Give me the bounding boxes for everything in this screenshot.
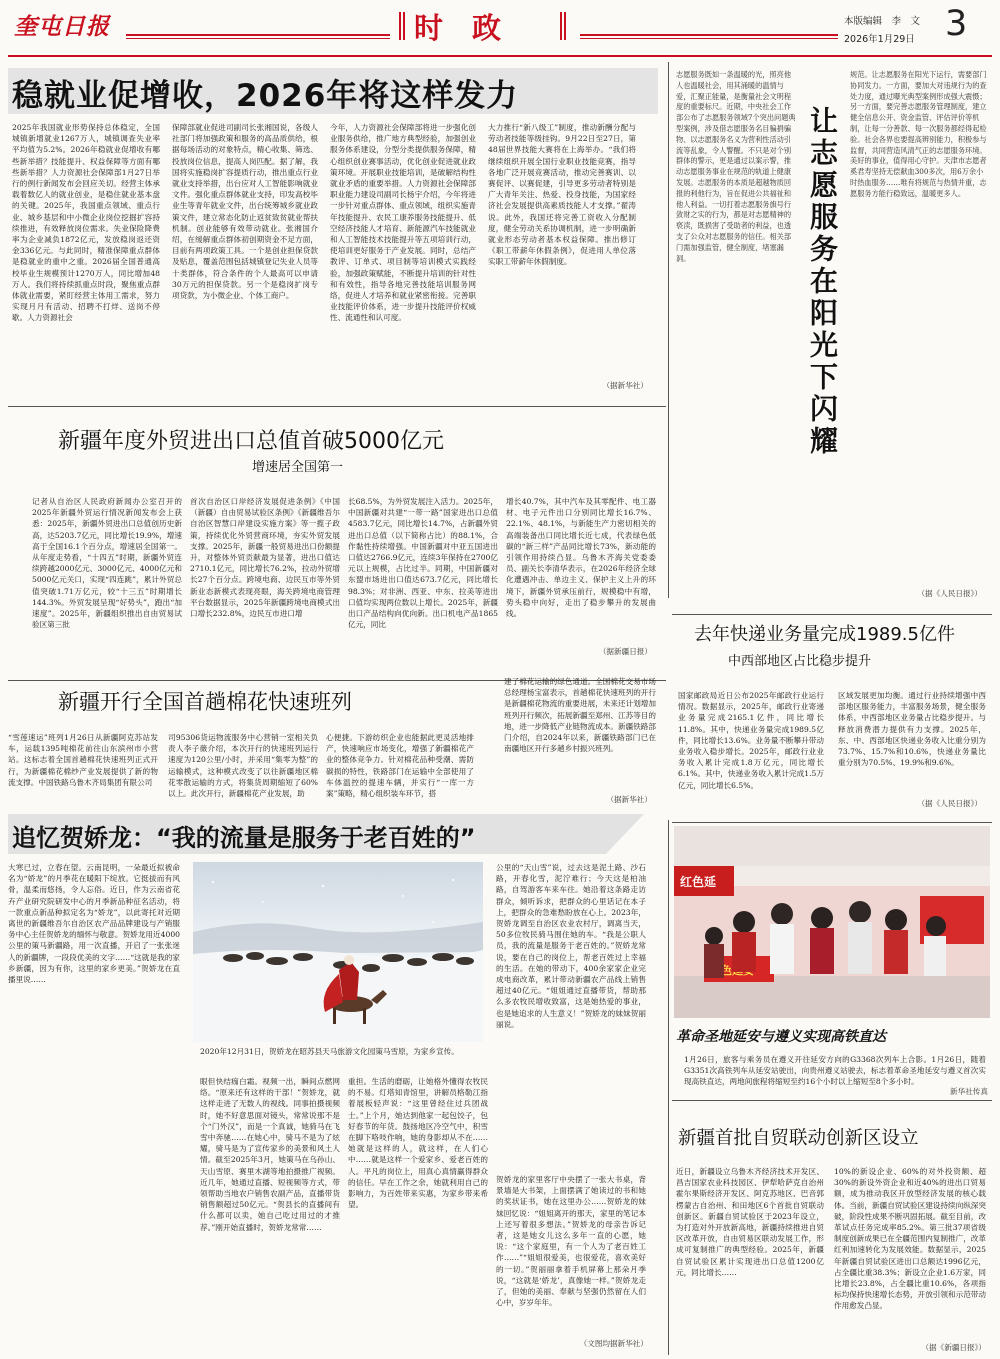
article-express bbox=[672, 616, 994, 820]
section-rule bbox=[672, 1100, 992, 1101]
snowfield-illustration bbox=[193, 862, 483, 1042]
section-rule-vertical bbox=[668, 820, 669, 1355]
article-col-4: 大力推行“新八级工”制度，推动新酬分配与劳动者技能等级挂钩。9月22日至27日，第48届世界技能大赛将在上海举办。“我们将继续组织开展全国行业职业技能竞赛，指导各地广泛开展竞赛活动，推动完善赛训、以赛促评、以赛促建，引导更多劳动者特别是广大青年关注、热爱、投身技能，为国家经济社会发展提供高素质技能人才支撑。”翟涛说。此外，我国还将完善工资收入分配制度，健全劳动关系协调机制，进一步明确新就业形态劳动者基本权益保障。推出修订《职工带薪年休假条例》，促进用人单位落实职工带薪年休假制度。 bbox=[488, 123, 636, 267]
headline: 新疆年度外贸进出口总值首破5000亿元 bbox=[58, 429, 444, 454]
masthead-rule-right bbox=[580, 34, 838, 36]
masthead-divider bbox=[8, 55, 992, 57]
article-volunteer bbox=[672, 62, 994, 614]
headline: 去年快递业务量完成1989.5亿件 bbox=[694, 624, 955, 645]
article-col-2: 保障部就业促进司副司长张湘国说，各级人社部门将加强政策和服务的高品质供给，根据每场活动的对象特点，精心收集、筛选、投放岗位信息，提高人岗匹配。据了解，我国将实施稳岗扩容提质行动，推出重点行业就业支持举措，出台应对人工智能影响就业文件。强化重点群体就业支持，印发高校毕业生等青年就业文件，出台统筹城乡就业政策文件，建立常态化防止返贫致贫就业帮扶机制。创业能够有效带动就业。张湘国介绍，在缓解重点群体初创期资金不足方面，目前有两项政策工具。一个是创业担保贷款及贴息，覆盖范围包括城镇登记失业人员等十类群体，符合条件的个人最高可以申请30万元的担保贷款。另一个是稳岗扩岗专项贷款，为小微企业、个体工商户。 bbox=[172, 123, 318, 301]
article-free-trade-zone bbox=[672, 1102, 994, 1359]
headline: 新疆开行全国首趟棉花快速班列 bbox=[58, 690, 352, 714]
photo-caption: 2020年12月31日，贺娇龙在昭苏县天马旅游文化园策马雪原，为家乡宣传。 bbox=[200, 1047, 459, 1056]
article-col-2: 司95306货运物流服务中心营销一室相关负责人李子薇介绍，本次开行的快速班列运行速度为120公里/小时，并采用“集零为整”的运输模式，这种模式改变了以往新疆地区棉花零散运输的方式，将集货周期缩短了60%以上。此次开行，新疆棉花产业发展，助 bbox=[168, 733, 318, 799]
news-photo-train-passengers bbox=[674, 826, 990, 1018]
masthead-rule-thin bbox=[126, 38, 390, 39]
headline: 追忆贺娇龙：“我的流量是服务于老百姓的” bbox=[12, 824, 476, 852]
article-col-5: 贺娇龙的家里客厅中央摆了一张大书桌，背景墙是大书架，上面摆满了她读过的书和她的奖状证书，她在这里办公……贺娇龙的妹妹回忆说：“姐姐离开的那天，家里的笔记本上还写着很多想法。”贺娇龙的母亲告诉记者，这是她女儿这么多年一直的心愿，她说：“这个家庭里，有一个人为了老百姓工作……”“姐姐很爱美，也很爱花，喜欢美好的一切。”贺丽丽拿着手机屏幕上那朵月季说，“这就是‘娇龙’，真像她一样。”贺娇龙走了，但她的美丽、奉献与坚强仍然留在人们心中，岁岁年年。 bbox=[496, 1175, 646, 1308]
article-source: （文图均据新华社） bbox=[579, 1339, 648, 1348]
article-col-1: 国家邮政局近日公布2025年邮政行业运行情况。数据显示，2025年，邮政行业寄递业务量完成2165.1亿件，同比增长11.8%。其中，快递业务量完成1989.5亿件，同比增长13.6%。业务量不断攀升带动业务收入稳步增长。2025年，邮政行业业务收入累计完成1.8万亿元，同比增长6.1%。其中，快递业务收入累计完成1.5万亿元，同比增长6.5%。 bbox=[678, 691, 824, 790]
vertical-headline: 让志愿服务在阳光下闪耀 bbox=[806, 106, 839, 458]
article-col-2: 区域发展更加均衡。通过行业持续增强中西部地区服务能力，丰富服务场景，健全服务体系，中西部地区业务量占比稳步提升。与释放消费潜力提供有力支撑。2025年，东、中、西部地区快递业务收入比重分别为73.7%、15.7%和10.6%，快递业务量比重分别为70.5%、19.9%和9.6%。 bbox=[838, 691, 986, 768]
article-col-2: 规范。让志愿服务在阳光下运行，需要部门协同发力。一方面，要加大对违规行为的查处力度，通过曝光典型案例形成强大震慑；另一方面，要完善志愿服务管理制度，建立健全信息公开、资金监管、评估评价等机制，让每一分善款、每一次服务都经得起检验。社会各界也要提高辨别能力，积极参与监督，共同营造风清气正的志愿服务环境。美好的事业，值得用心守护。天津市志愿者奚君寿坚持无偿献血300多次，用6万余小时热血服务……唯有将规范与热情并重，志愿服务方能行稳致远，温暖更多人。 bbox=[850, 70, 987, 198]
article-source: （据《人民日报》） bbox=[917, 589, 982, 598]
article-col-1: 大寒已过，立春在望。云南昆明，一朵最近拟被命名为“娇龙”的月季花在暖阳下绽放。它挺拔而有风骨，温柔而悠扬，令人忘俗。近日，作为云南省花卉产业研究院研发中心的月季新品种征名活动，将一款重点新品种拟定名为“娇龙”，以此寄托对近期离世的新疆维吾尔自治区农产品品牌建设与产销服务中心主任贺娇龙的缅怀与敬意。贺娇龙用近4000公里的策马新疆路，用一次直播，开启了一张张迷人的新疆牌，一段段优美的文字……“这就是我的家乡新疆，因为有你，这里的家乡更美。”贺娇龙在直播里说…… bbox=[8, 863, 180, 985]
paper-logo: 奎屯日报 bbox=[14, 13, 110, 40]
section-bar-left bbox=[399, 12, 405, 40]
article-source: （据《人民日报》） bbox=[917, 799, 982, 808]
article-trade bbox=[8, 412, 666, 682]
section-bar-right bbox=[560, 12, 566, 40]
article-he-jiaolong bbox=[8, 814, 666, 1359]
article-col-2: 眼但快结痂白霜。视频一出，瞬间点燃网络。“原来还有这样的干部！”贺娇龙，就这样走进了无数人的视线。同事拍摄视频时，她不好意思面对镜头，常常说那不是个“门外汉”，而是一个真诚，她骑马在飞雪中奔驰……在她心中，骑马不是为了炫耀，骑马是为了宣传家乡的美景和风土人情。截至2025年3月，她策马在乌孙山、天山雪原、赛里木湖等地拍摄推广视频。近几年，她通过直播、短视频等方式，带领帮助当地农户销售农副产品，直播带货销售额超过50亿元。“贺县长的直播间有什么都可以卖，她自己吃过用过的才推荐。”刚开始直播时，贺娇龙常常…… bbox=[200, 1077, 340, 1232]
masthead bbox=[0, 0, 1000, 56]
masthead-rule bbox=[126, 34, 390, 36]
article-col-1: 2025年我国就业形势保持总体稳定，全国城镇新增就业1267万人，城镇调查失业率平均值为5.2%。2026年稳就业促增收有哪些新举措？技能提升、权益保障等方面有哪些新举措？人力资源社会保障部1月27日举行的例行新闻发布会回应关切。经营主体承载着数亿人的就业创业，是稳住就业基本盘的关键。2025年，我国重点领域、重点行业、城乡基层和中小微企业岗位挖掘扩容持续推进，有效释放岗位需求。失业保险降费率为企业减负1872亿元，发放稳岗返还资金336亿元。与此同时，精准保障重点群体是稳就业的重中之重。2026届全国普通高校毕业生规模预计1270万人，同比增加48万人。我们将持续抓重点时段，聚焦重点群体就业需要，紧盯经营主体用工需求，努力实现月月有活动、招聘不打烊、送岗不停歇。人力资源社会 bbox=[12, 123, 160, 323]
article-source: （据新华社） bbox=[602, 381, 648, 390]
article-col-1: “雪莲速运”班列1月26日从新疆阿克苏站发车，运载1395吨棉花前往山东滨州市小营站。这标志着全国首趟棉花快速班列正式开行，为新疆棉花棉纱产业发展提供了新的物流支撑。中国铁路乌鲁木齐局集团有限公司 bbox=[8, 733, 158, 787]
headline: 新疆首批自贸联动创新区设立 bbox=[678, 1128, 919, 1149]
photo-credit: 新华社传真 bbox=[950, 1087, 988, 1096]
article-source: （据新疆日报） bbox=[598, 647, 652, 656]
section-rule bbox=[672, 614, 992, 615]
subheadline: 中西部地区占比稳步提升 bbox=[728, 654, 872, 669]
photo-title: 革命圣地延安与遵义实现高铁直达 bbox=[676, 1029, 886, 1045]
masthead-rule-right-thin bbox=[580, 38, 838, 39]
train-carriage-illustration bbox=[674, 826, 990, 1018]
editor-line: 本版编辑 李 文 bbox=[844, 16, 921, 27]
section-rule bbox=[672, 822, 992, 823]
sign-left: 红色延 bbox=[680, 875, 717, 889]
article-col-4: 建了棉花运输的绿色通道。全国棉花交易市场总经理杨宝富表示，首趟棉花快速班列的开行是新疆棉花物流的重要进展，未来还计划增加班列开行频次，拓展新疆至郑州、江苏等目的地，进一步降低产业链物流成本。新疆铁路部门介绍，自2024年以来，新疆铁路部门已在南疆地区开行多趟乡村振兴班列。 bbox=[504, 677, 656, 754]
article-col-2: 10%的新设企业、60%的对外投资额、超30%的新设外资企业和近40%的进出口贸易额，成为推动我区开放型经济发展的核心载体。当前，新疆自贸试验区建设持续向纵深突破，阶段性成果不断巩固拓展。截至目前，改革试点任务完成率85.2%。第三批37项省级制度创新成果已在全疆范围内复制推广，改革红利加速转化为发展效能。数据显示，2025年新疆自贸试验区进出口总额达1996亿元，占全疆比重38.3%；新设立企业1.6万家，同比增长23.8%，占全疆比重10.6%，各项指标均保持快速增长态势，开放引领和示范带动作用愈发凸显。 bbox=[834, 1167, 986, 1311]
article-col-3: 心便捷。下游纺织企业也能据此更灵活地排产，快速响应市场变化，增强了新疆棉花产业的整体竞争力。针对棉花品种受潮、需防碳损的特性，铁路部门在运输中全部使用了车体温控的提速车辆，并实行“一库一方案”策略，精心组织装车环节，搭 bbox=[326, 733, 474, 799]
article-col-1: 近日，新疆设立乌鲁木齐经济技术开发区、昌吉国家农业科技园区、伊犁哈萨克自治州霍尔果斯经济开发区、阿克苏地区、巴音郭楞蒙古自治州、和田地区6个首批自贸联动创新区。新疆自贸试验区于2023年设立，为打造对外开放新高地，新疆持续推进自贸区改革开放，自由贸易区联动发展工作，形成可复制推广的典型经验。2025年，新疆自贸试验区累计实现进出口总值1200亿元，同比增长…… bbox=[676, 1167, 824, 1277]
photo-caption: 1月26日，旅客与乘务员在遵义开往延安方向的G3368次列车上合影。1月26日，随着G3351次高铁列车从延安站驶出，向贵州遵义站驶去，标志着革命圣地延安与遵义首次实现高铁直达，两地间旅程将缩短至约16个小时以上缩短至8个多小时。 bbox=[684, 1055, 986, 1087]
article-source: （据《新疆日报》） bbox=[921, 1343, 986, 1352]
article-col-4: 增长40.7%，其中汽车及其零配件、电工器材、电子元件出口分别同比增长16.7%、22.1%、48.1%，与新能生产力密切相关的高端装备出口同比增长近七成，代表绿色低碳的“新三样”产品同比增长73%，新动能的引领作用持续凸显。乌鲁木齐海关党委委员、副关长李清华表示，在2026年经济全球化遭遇冲击、单边主义、保护主义上升的环境下，新疆外贸承压前行，规模稳中有增，势头稳中向好，走出了稳步攀升的发展曲线。 bbox=[506, 497, 656, 619]
section-title: 时 政 bbox=[414, 11, 502, 45]
section-rule bbox=[8, 406, 666, 407]
article-col-1: 记者从自治区人民政府新闻办公室召开的2025年新疆外贸运行情况新闻发布会上获悉：2025年，新疆外贸进出口总值创历史新高，达5203.7亿元，同比增长19.9%，增速高于全国16.1个百分点，增速居全国第一。从年度走势看，“十四五”时期，新疆外贸连续跨越2000亿元、3000亿元、4000亿元和5000亿元关口，实现“四连跳”，累计外贸总值突破1.71万亿元，较“十三五”时期增长144.3%。外贸发展呈现“好势头”，跑出“加速度”。2025年，新疆组织推出自由贸易试验区第三批 bbox=[32, 497, 182, 630]
article-col-3: 今年，人力资源社会保障部将进一步强化创业服务供给，推广地方典型经验，加强创业服务体系建设，分型分类提供服务保障，精心组织创业赛事活动，优化创业促进就业政策环境。开展职业技能培训，是破解结构性就业矛盾的重要举措。人力资源社会保障部职业能力建设司副司长杨宇介绍，今年将进一步针对重点群体、重点领域，组织实施青年技能提升、农民工康养服务技能提升、低空经济技能人才培育、新能源汽车技能就业和人工智能技术技能提升等五项培训行动，使培训更好服务于产业发展。同时，总结产教评、订单式、项目制等培训模式实践经验，加强政策赋能，不断提升培训的针对性和有效性，指导各地完善技能培训服务网络，促进人才培养和就业紧密衔接。完善职业技能评价体系，进一步提升技能评价权威性、流通性和认可度。 bbox=[330, 123, 476, 323]
article-col-1: 志愿服务既如一条温暖的光，照亮他人也温暖社会，用其涌暖的温情与爱，汇聚正能量，是衡量社会文明程度的重要标尺。近期，中央社会工作部公布了志愿服务领域7个突出问题典型案例，涉及借志愿服务名目骗捐骗物、以志愿服务名义为营利性活动引流等乱象，令人警醒。不只是对个别群体的警示，更是通过以案示警，推动志愿服务事业在规范的轨道上健康发展。志愿服务的本质是超越物质回报的利他行为，旨在促进公共福祉和他人利益。一切打着志愿服务旗号行敛财之实的行为，都是对志愿精神的亵渎，既损害了受助者的利益，也透支了公众对志愿服务的信任。相关部门需加强监管，健全制度，堵塞漏洞。 bbox=[676, 70, 796, 263]
article-source: （据新华社） bbox=[606, 795, 652, 804]
article-col-3: 长68.5%，为外贸发展注入活力。2025年，中国新疆对共建“一带一路”国家进出口总值4583.7亿元，同比增长14.7%，占新疆外贸进出口总值（以下简称占比）的88.1%，合作黏性持续增强。中国新疆对中亚五国进出口值达2766.9亿元，连续3年保持在2700亿元以上规模，占比过半。同期，中国新疆对东盟市场进出口值达673.7亿元，同比增长98.3%；对非洲、西亚、中东、拉美等进出口值均实现两位数以上增长。2025年，新疆出口产品结构向优向新。出口机电产品1865亿元，同比 bbox=[348, 497, 498, 630]
article-high-speed-rail bbox=[672, 826, 994, 1096]
headline: 稳就业促增收，2026年将这样发力 bbox=[12, 78, 519, 114]
article-employment bbox=[8, 62, 666, 402]
column-divider bbox=[668, 62, 669, 598]
article-col-4: 公里的“天山雪”说，过去这是泥土路、沙石路，开春化雪，泥泞难行；今天这是柏油路，自驾游客车来车往。她沿着这条路走访群众，倾听诉求，把群众的心里话记在本子上，把群众的急难愁盼放在心上。2023年，贺娇龙调至自治区农业农村厅，调离当天，50多位牧民骑马围住她的车。“我是公职人员，我的流量是服务于老百姓的。”贺娇龙常说，要在自己的岗位上，帮老百姓过上幸福的生活。在她的带动下，400余家家企业完成电商改革，累计带动新疆农产品线上销售超过40亿元。“姐姐通过直播带货，帮助那么多农牧民增收致富，这是她热爱的事业，也是她追求的人生意义！”贺娇龙的妹妹贺丽丽说。 bbox=[496, 863, 646, 1029]
article-cotton-train bbox=[8, 677, 666, 810]
page-number: 3 bbox=[945, 4, 968, 44]
news-photo-snow-horse bbox=[193, 862, 483, 1042]
date-line: 2026年1月29日 bbox=[844, 34, 915, 45]
article-col-3: 重担。生活的磨砺，让她格外懂得农牧民的不易。灯塔知青馆里，讲解员格勒江指着展板轻声说：“这里曾经住过兵团战士。”上个月，她达到他家一起包饺子，包好春节的年货。鼓扬地区冷空气中，积雪在脚下咯吱作响，她的身影却从不在……她就是这样的人，就这样，在人们心中……就是这样一个爱家乡、爱老百姓的人。平凡的岗位上，用真心真情赢得群众的信任。早在工作之余，她就利用自己的影响力，为百姓带来实惠，为家乡带来希望。 bbox=[348, 1077, 488, 1210]
subheadline: 增速居全国第一 bbox=[252, 460, 344, 475]
article-col-2: 首次自治区口岸经济发展促进条例》《中国（新疆）自由贸易试验区条例》《新疆维吾尔自治区智慧口岸建设实施方案》等一揽子政策，持续优化外贸营商环境，夯实外贸发展支撑。2025年，新疆一般贸易进出口份额提升，对整体外贸贡献最为显著，进出口值达2710.1亿元，同比增长76.2%，拉动外贸增长27个百分点。跨境电商、边民互市等外贸新业态新模式表现亮眼，海关跨境电商管理平台数据显示，2025年新疆跨境电商模式出口增长232.8%，边民互市进口增 bbox=[190, 497, 340, 619]
